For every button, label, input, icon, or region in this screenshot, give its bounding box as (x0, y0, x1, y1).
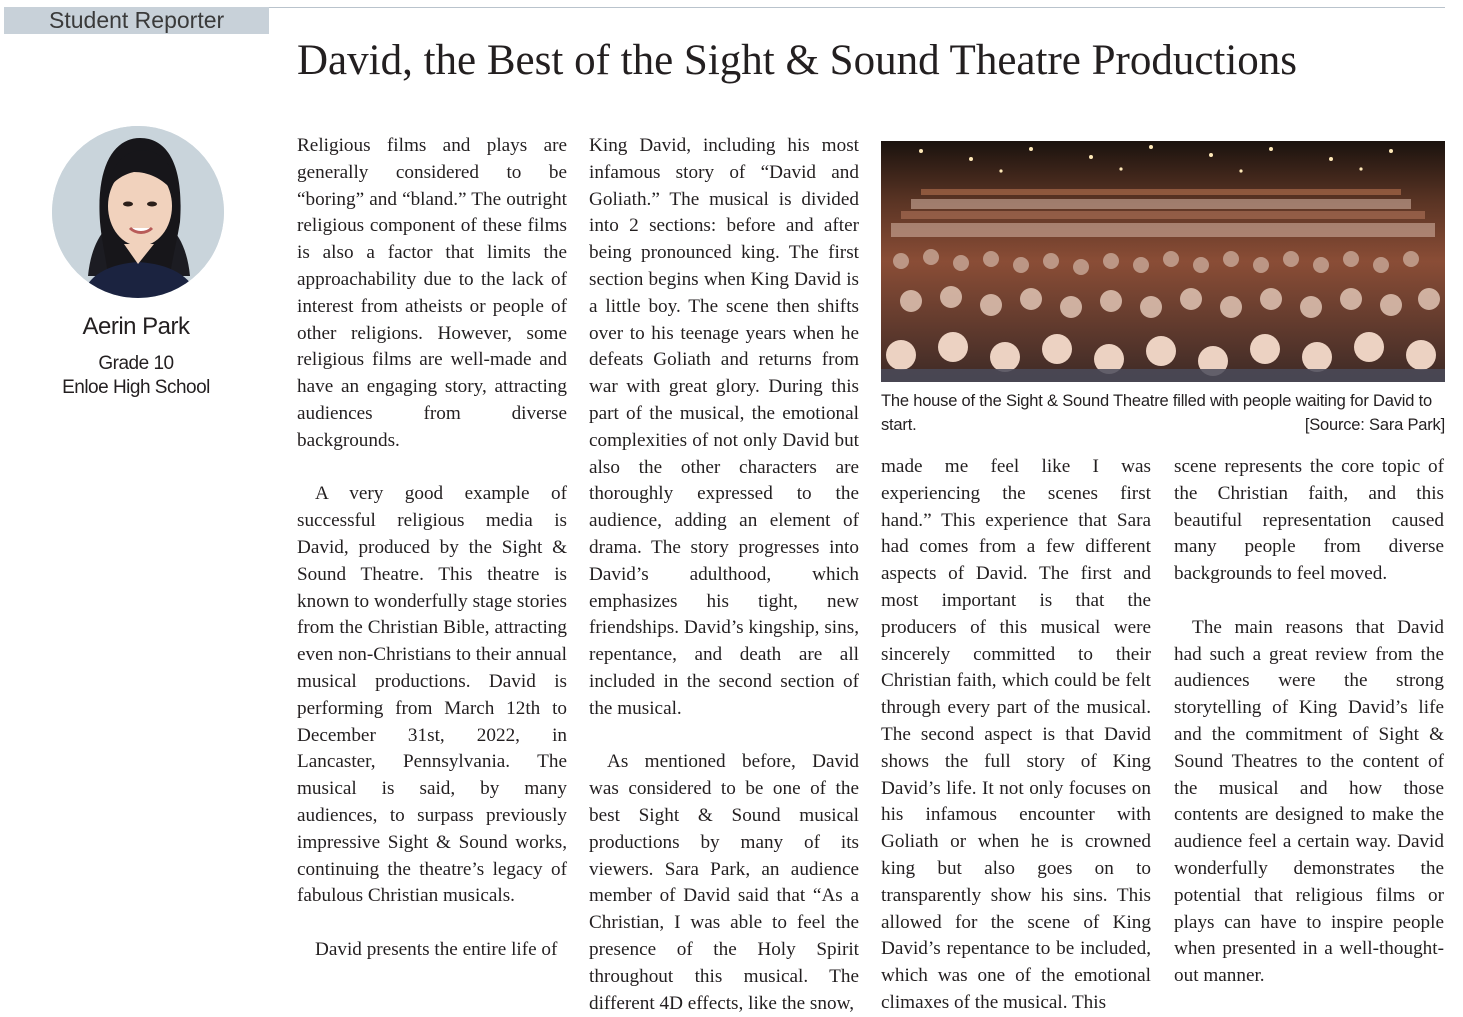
photo-source: [Source: Sara Park] (1304, 416, 1445, 434)
photo-caption (881, 389, 1445, 437)
theatre-photo (881, 141, 1445, 382)
paragraph: David presents the entire life of (315, 938, 558, 960)
reporter-grade: Grade 10 (98, 353, 174, 374)
paragraph: A very good example of successful religious media is David, produced by the Sight & Sound Theatre. This theatre is known to wonderfully stage stories from the Christian Bible, attracting even non-Christians to their annual musical productions. David is performing from March 12th to December 31st, 2022, in Lancaster, Pennsylvania. The musical is said, by many audiences, to surpass previously impressive Sight & Sound works, continuing the theatre’s legacy of fabulous Christian musicals. (297, 483, 567, 907)
article-column-4 (1174, 454, 1444, 990)
paragraph: made me feel like I was experiencing the scenes first hand.” This experience that Sara had comes from a few different aspects of David. The first and most important is that the producers of this musical were sincerely committed to their Christian faith, which could be felt through every part of the musical. The second aspect is that David shows the full story of King David’s life. It not only focuses on his infamous encounter with Goliath or when he is crowned king but also goes on to transparently show his sins. This allowed for the scene of King David’s repentance to be included, which was one of the emotional climaxes of the musical. This (881, 456, 1151, 1013)
article-column-2 (589, 133, 859, 1017)
article-column-3 (881, 454, 1151, 1017)
caption-text: The house of the Sight & Sound Theatre filled with people waiting for David to start. (881, 392, 1432, 434)
top-rule (269, 7, 1445, 8)
reporter-school: Enloe High School (62, 377, 210, 398)
section-label: Student Reporter (4, 7, 269, 34)
reporter-photo (52, 126, 224, 298)
headline: David, the Best of the Sight & Sound Theatre Productions (297, 37, 1298, 84)
paragraph: The main reasons that David had such a great review from the audiences were the strong storytelling of King David’s life and the commitment of Sight & Sound Theatres to the content of the musical and how those contents are designed to make the audience feel a certain way. David wonderfully demonstrates the potential that religious films or plays can have to inspire people when presented in a well-thought-out manner. (1174, 616, 1444, 987)
reporter-name: Aerin Park (82, 313, 190, 340)
paragraph: As mentioned before, David was considered to be one of the best Sight & Sound musical productions by many of its viewers. Sara Park, an audience member of David said that “As a Christian, I was able to feel the presence of the Holy Spirit throughout this musical. The different 4D effects, like the snow, (589, 751, 859, 1014)
article-column-1 (297, 133, 567, 964)
paragraph: scene represents the core topic of the Christian faith, and this beautiful representation caused many people from diverse backgrounds to feel moved. (1174, 456, 1444, 585)
paragraph: Religious films and plays are generally considered to be “boring” and “bland.” The outright religious component of these films is also a factor that limits the approachability due to the lack of interest from atheists or people of other religions. However, some religious films are well-made and have an engaging story, attracting audiences from diverse backgrounds. (297, 135, 567, 451)
paragraph: King David, including his most infamous story of “David and Goliath.” The musical is divided into 2 sections: before and after being pronounced king. The first section begins when King David is a little boy. The scene then shifts over to his teenage years when he defeats Goliath and returns from war with great glory. During this part of the musical, the emotional complexities of not only David but also the other characters are thoroughly expressed to the audience, adding an element of drama. The story progresses into David’s adulthood, which emphasizes his tight, new friendships. David’s kingship, sins, repentance, and death are all included in the second section of the musical. (589, 135, 859, 719)
